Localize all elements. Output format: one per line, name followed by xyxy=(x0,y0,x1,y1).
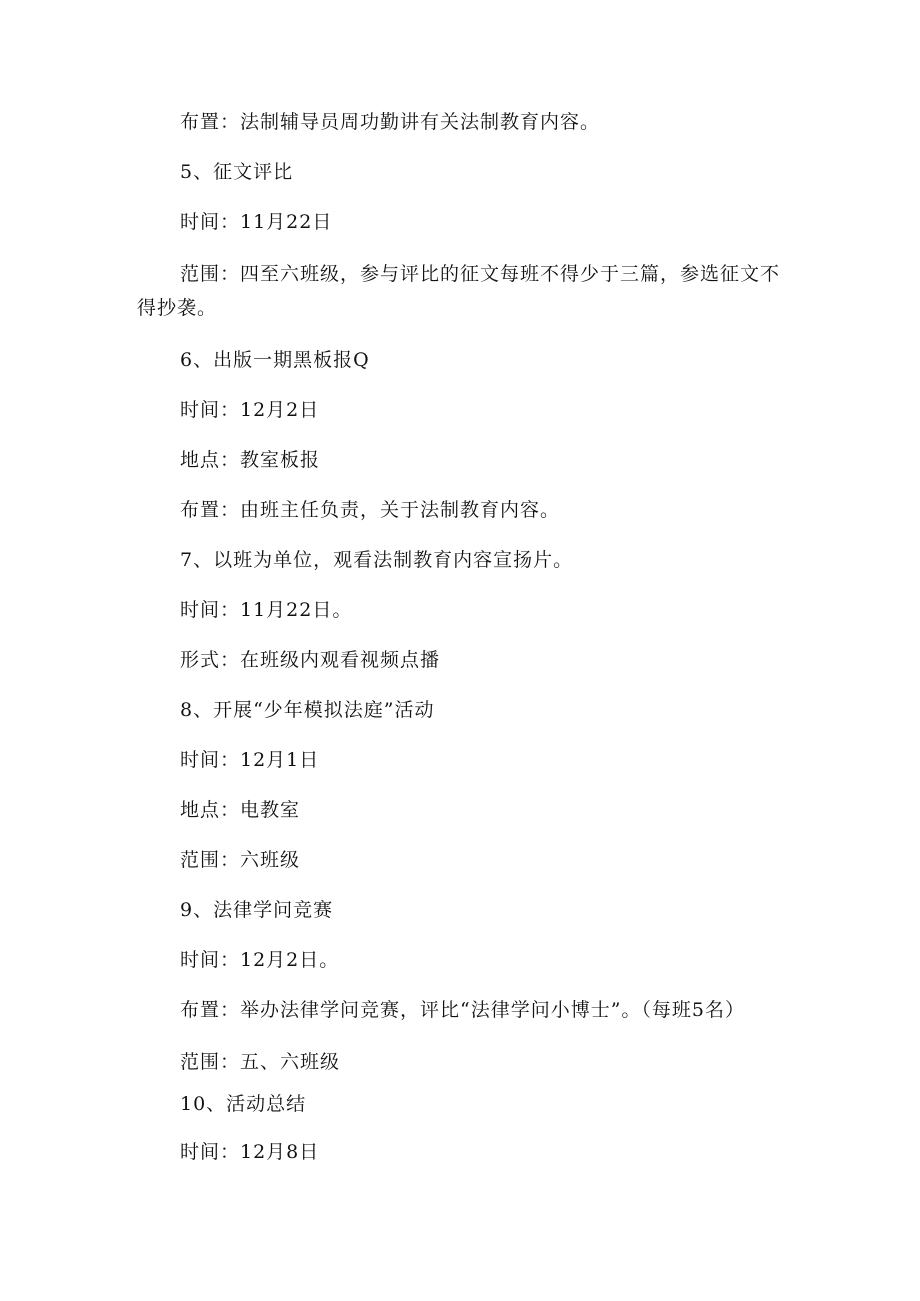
paragraph-film-time: 时间：11月22日。 xyxy=(180,599,353,621)
paragraph-mock-court-scope: 范围：六班级 xyxy=(180,849,301,871)
paragraph-mock-court-location: 地点：电教室 xyxy=(180,799,301,821)
paragraph-law-quiz-time: 时间：12月2日。 xyxy=(180,949,340,971)
paragraph-arrangement-lecture: 布置：法制辅导员周功勤讲有关法制教育内容。 xyxy=(180,111,601,133)
heading-blackboard-newspaper: 6、出版一期黑板报Q xyxy=(180,349,370,371)
paragraph-essay-scope-continued: 得抄袭。 xyxy=(137,297,218,319)
paragraph-law-quiz-arrangement: 布置：举办法律学问竞赛，评比“法律学问小博士”。（每班5名） xyxy=(180,999,746,1021)
heading-activity-summary: 10、活动总结 xyxy=(180,1093,307,1115)
heading-law-quiz: 9、法律学问竞赛 xyxy=(180,899,334,921)
paragraph-blackboard-location: 地点：教室板报 xyxy=(180,449,321,471)
paragraph-law-quiz-scope: 范围：五、六班级 xyxy=(180,1051,341,1073)
heading-essay-contest: 5、征文评比 xyxy=(180,161,294,183)
paragraph-blackboard-arrangement: 布置：由班主任负责，关于法制教育内容。 xyxy=(180,499,561,521)
heading-mock-court: 8、开展“少年模拟法庭”活动 xyxy=(180,699,435,721)
paragraph-essay-time: 时间：11月22日 xyxy=(180,211,333,233)
paragraph-blackboard-time: 时间：12月2日 xyxy=(180,399,320,421)
paragraph-summary-time: 时间：12月8日 xyxy=(180,1141,320,1163)
paragraph-film-format: 形式：在班级内观看视频点播 xyxy=(180,649,441,671)
paragraph-essay-scope: 范围：四至六班级，参与评比的征文每班不得少于三篇，参选征文不 xyxy=(180,263,781,285)
heading-watch-promo-film: 7、以班为单位，观看法制教育内容宣扬片。 xyxy=(180,549,574,571)
paragraph-mock-court-time: 时间：12月1日 xyxy=(180,749,320,771)
